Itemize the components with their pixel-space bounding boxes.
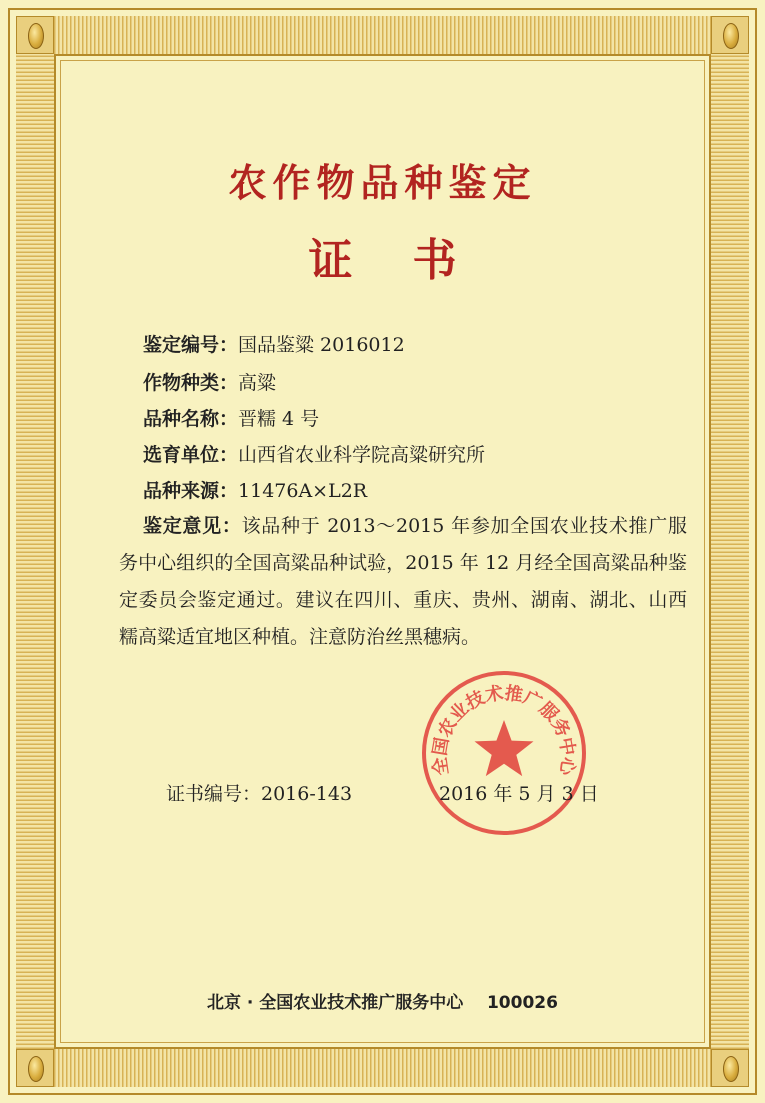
oval-ornament-icon	[723, 1056, 739, 1082]
border-rib-bottom	[54, 1049, 711, 1087]
field-label: 品种来源：	[143, 480, 239, 502]
corner-ornament-top-left	[16, 16, 54, 54]
field-value: 山西省农业科学院高粱研究所	[238, 444, 486, 466]
field-variety-name	[143, 404, 319, 431]
field-breeding-unit	[143, 440, 485, 467]
field-identification-number	[143, 330, 405, 357]
seal-star-icon	[475, 720, 534, 776]
field-value: 11476A×L2R	[238, 480, 368, 502]
corner-ornament-bottom-right	[711, 1049, 749, 1087]
field-value: 国品鉴粱 2016012	[238, 334, 405, 356]
official-seal	[419, 668, 589, 838]
field-label: 选育单位：	[143, 444, 239, 466]
issue-date: 2016 年 5 月 3 日	[439, 783, 599, 805]
corner-ornament-top-right	[711, 16, 749, 54]
field-variety-source	[143, 476, 367, 503]
oval-ornament-icon	[28, 23, 44, 49]
corner-ornament-bottom-left	[16, 1049, 54, 1087]
certificate-number: 证书编号：2016-143	[166, 783, 353, 805]
field-value: 高粱	[238, 372, 277, 394]
opinion-label: 鉴定意见：	[143, 515, 242, 537]
issuer-footer: 北京 · 全国农业技术推广服务中心 100026	[207, 993, 558, 1013]
field-label: 鉴定编号：	[143, 334, 239, 356]
certificate-subtitle: 证书	[308, 235, 517, 286]
oval-ornament-icon	[723, 23, 739, 49]
seal-text: 全国农业技术推广服务中心	[429, 682, 579, 777]
field-value: 晋糯 4 号	[238, 408, 320, 430]
field-crop-type	[143, 368, 276, 395]
opinion-text: 该品种于 2013～2015 年参加全国农业技术推广服务中心组织的全国高粱品种试验，2015 年 12 月经全国高粱品种鉴定委员会鉴定通过。建议在四川、重庆、贵州、湖南、湖北、山西糯高粱适宜地区种植。注意防治丝黑穗病。	[119, 515, 687, 648]
field-label: 作物种类：	[143, 372, 239, 394]
border-rib-top	[54, 16, 711, 54]
oval-ornament-icon	[28, 1056, 44, 1082]
identification-opinion	[119, 508, 687, 656]
field-label: 品种名称：	[143, 408, 239, 430]
certificate-title: 农作物品种鉴定	[228, 161, 537, 205]
